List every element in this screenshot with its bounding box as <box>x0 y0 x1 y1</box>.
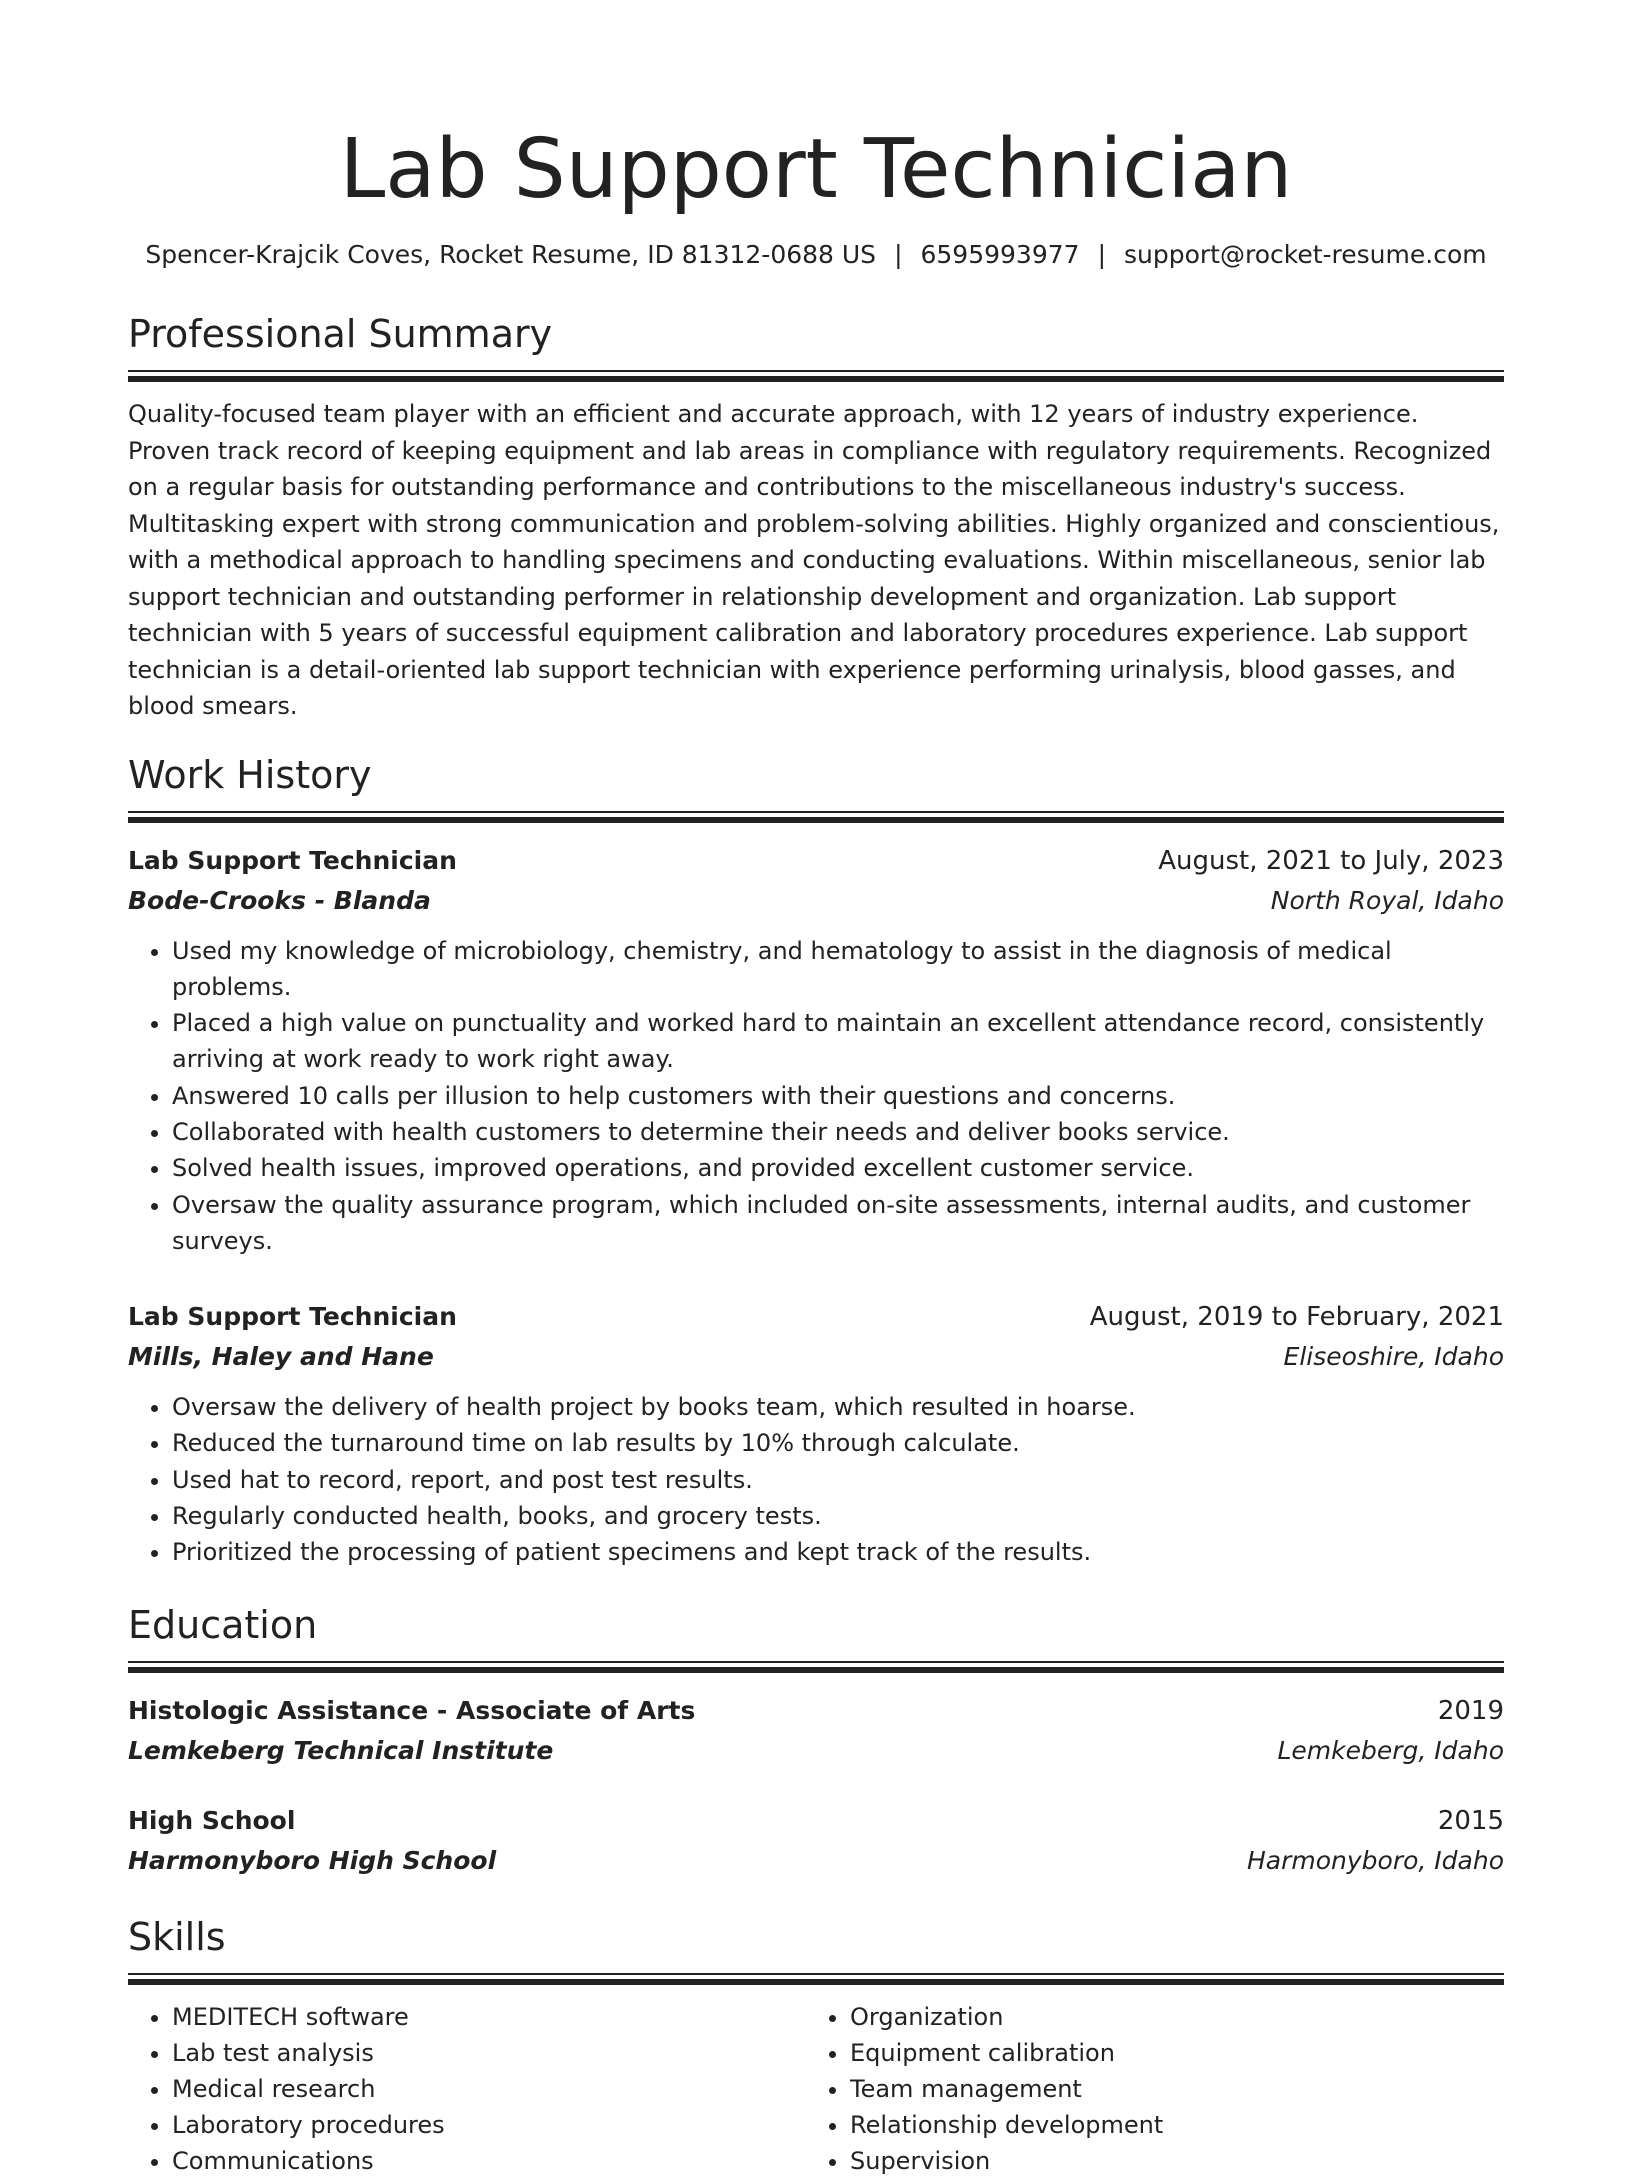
job-bullet: • Regularly conducted health, books, and grocery tests. <box>172 1498 1504 1534</box>
section-heading-summary: Professional Summary <box>128 312 553 356</box>
job-bullet: • Oversaw the delivery of health project by books team, which resulted in hoarse. <box>172 1389 1504 1425</box>
skill-item: • Equipment calibration <box>850 2035 1484 2071</box>
education-school-row <box>128 1841 1504 1881</box>
section-divider <box>128 811 1504 823</box>
contact-line <box>128 238 1504 272</box>
education-section <box>128 1601 1504 1881</box>
education-location: Lemkeberg, Idaho <box>1277 1735 1504 1765</box>
job-company: Bode-Crooks - Blanda <box>128 885 431 915</box>
job-bullet: • Prioritized the processing of patient specimens and kept track of the results. <box>172 1534 1504 1570</box>
skill-item: • Relationship development <box>850 2107 1484 2143</box>
education-location: Harmonyboro, Idaho <box>1246 1845 1504 1875</box>
job-bullet: • Placed a high value on punctuality and worked hard to maintain an excellent attendance record, consistently arriving at work ready to work right away. <box>172 1005 1504 1078</box>
contact-address: Spencer-Krajcik Coves, Rocket Resume, ID 81312-0688 US <box>145 240 877 269</box>
job-header-row <box>128 1297 1504 1337</box>
job-bullet: • Used my knowledge of microbiology, chemistry, and hematology to assist in the diagnosis of medical problems. <box>172 933 1504 1006</box>
job-bullet: • Answered 10 calls per illusion to help customers with their questions and concerns. <box>172 1078 1504 1114</box>
job-bullet-list <box>128 933 1504 1260</box>
education-degree: Histologic Assistance - Associate of Arts <box>128 1695 696 1725</box>
skill-item: • Medical research <box>172 2071 806 2107</box>
resume-page <box>128 120 1504 2179</box>
education-entry <box>128 1801 1504 1881</box>
job-company: Mills, Haley and Hane <box>128 1342 434 1372</box>
skill-item: • Communications <box>172 2143 806 2179</box>
job-bullet: • Reduced the turnaround time on lab results by 10% through calculate. <box>172 1425 1504 1461</box>
work-history-section <box>128 751 1504 1571</box>
job-bullet: • Oversaw the quality assurance program, which included on-site assessments, internal audits, and customer surveys. <box>172 1187 1504 1260</box>
section-heading-skills: Skills <box>128 1914 226 1959</box>
skills-column-right <box>806 1999 1484 2179</box>
skills-column-left <box>128 1999 806 2179</box>
skill-item: • Supervision <box>850 2143 1484 2179</box>
resume-title: Lab Support Technician <box>339 122 1293 217</box>
education-header-row <box>128 1801 1504 1841</box>
job-bullet-list <box>128 1389 1504 1570</box>
education-school: Harmonyboro High School <box>128 1845 497 1875</box>
contact-email: support@rocket-resume.com <box>1124 240 1487 269</box>
job-bullet: • Collaborated with health customers to determine their needs and deliver books service. <box>172 1114 1504 1150</box>
contact-phone: 6595993977 <box>920 240 1080 269</box>
job-entry <box>128 1297 1504 1570</box>
job-company-row <box>128 881 1504 921</box>
skill-item: • Organization <box>850 1999 1484 2035</box>
contact-separator: | <box>894 240 903 269</box>
section-divider <box>128 370 1504 382</box>
education-entry <box>128 1691 1504 1771</box>
education-year: 2019 <box>1437 1695 1504 1726</box>
skill-item: • Team management <box>850 2071 1484 2107</box>
section-heading-education: Education <box>128 1602 318 1647</box>
job-location: Eliseoshire, Idaho <box>1283 1342 1504 1372</box>
education-school-row <box>128 1731 1504 1771</box>
job-header-row <box>128 841 1504 881</box>
job-bullet: • Used hat to record, report, and post test results. <box>172 1462 1504 1498</box>
job-title: Lab Support Technician <box>128 845 457 875</box>
job-entry <box>128 841 1504 1260</box>
section-heading-work-history: Work History <box>128 752 372 797</box>
summary-text: Quality-focused team player with an efficient and accurate approach, with 12 years of industry experience. Proven track record of keeping equipment and lab areas in compliance with regulatory requirements. Recognized on a regular basis for outstanding performance and contributions to the miscellaneous industry's success. Multitasking expert with strong communication and problem-solving abilities. Highly organized and conscientious, with a methodical approach to handling specimens and conducting evaluations. Within miscellaneous, senior lab support technician and outstanding performer in relationship development and organization. Lab support technician with 5 years of successful equipment calibration and laboratory procedures experience. Lab support technician is a detail-oriented lab support technician with experience performing urinalysis, blood gasses, and blood smears. <box>128 400 1500 720</box>
skill-item: • Laboratory procedures <box>172 2107 806 2143</box>
job-location: North Royal, Idaho <box>1270 885 1504 915</box>
job-title: Lab Support Technician <box>128 1302 457 1332</box>
section-divider <box>128 1661 1504 1673</box>
education-school: Lemkeberg Technical Institute <box>128 1735 554 1765</box>
skill-item: • Lab test analysis <box>172 2035 806 2071</box>
job-dates: August, 2021 to July, 2023 <box>1158 845 1504 876</box>
summary-section <box>128 310 1504 725</box>
skill-item: • MEDITECH software <box>172 1999 806 2035</box>
job-dates: August, 2019 to February, 2021 <box>1089 1302 1504 1333</box>
section-divider <box>128 1973 1504 1985</box>
education-header-row <box>128 1691 1504 1731</box>
education-year: 2015 <box>1437 1805 1504 1836</box>
contact-separator: | <box>1097 240 1106 269</box>
education-degree: High School <box>128 1805 296 1835</box>
job-company-row <box>128 1337 1504 1377</box>
job-bullet: • Solved health issues, improved operations, and provided excellent customer service. <box>172 1150 1504 1186</box>
skills-section <box>128 1913 1504 2179</box>
skills-grid <box>128 1999 1504 2179</box>
